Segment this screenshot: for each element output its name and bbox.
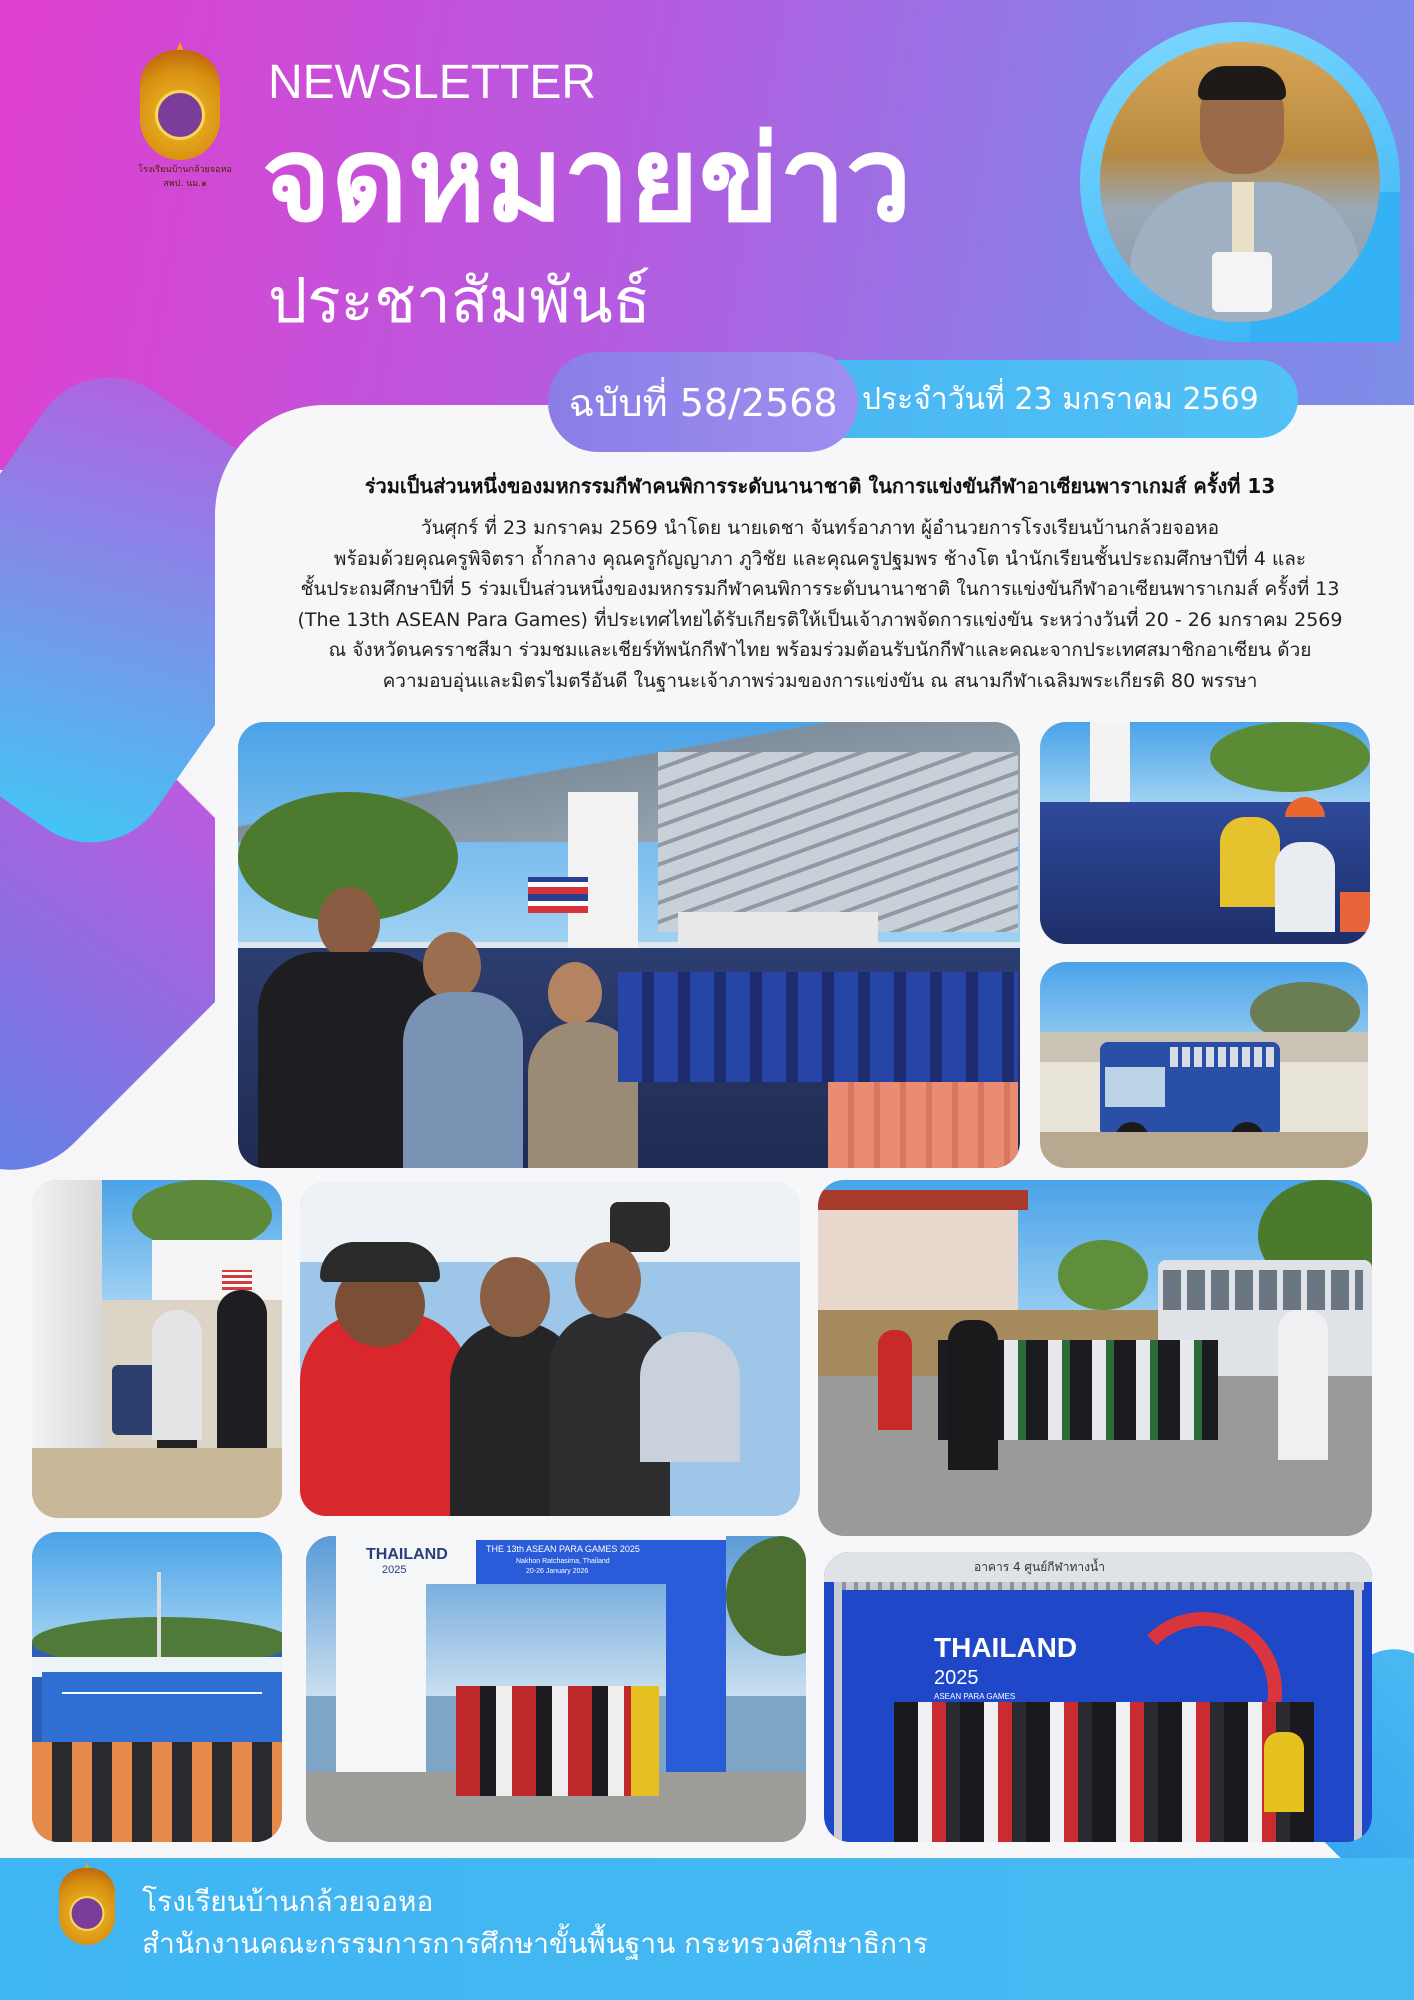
- page-subtitle: ประชาสัมพันธ์: [268, 264, 651, 337]
- backdrop-year: 2025: [934, 1667, 979, 1689]
- photo-group-bus: [818, 1180, 1372, 1536]
- photo-truck: [1040, 962, 1368, 1168]
- newsletter-label: NEWSLETTER: [268, 56, 597, 109]
- page-title: จดหมายข่าว: [262, 110, 912, 248]
- photo-entrance-arch: [306, 1536, 806, 1842]
- article-line: วันศุกร์ ที่ 23 มกราคม 2569 นำโดย นายเดชา จันทร์อาภาท ผู้อำนวยการโรงเรียนบ้านกล้วยจอหอ: [420, 517, 1220, 539]
- school-logo: [130, 50, 232, 189]
- article-body: [250, 513, 1390, 696]
- arch-dates: 20-26 January 2026: [526, 1568, 589, 1575]
- backdrop-subtitle: ASEAN PARA GAMES: [934, 1692, 1016, 1701]
- building-sign: อาคาร 4 ศูนย์กีฬาทางน้ำ: [974, 1560, 1105, 1574]
- footer-logo: [52, 1868, 122, 1952]
- photo-water-station: [32, 1180, 282, 1518]
- logo-caption: โรงเรียนบ้านกล้วยจอหอ สพป. นม.๑: [138, 165, 232, 189]
- article-line: (The 13th ASEAN Para Games) ที่ประเทศไทยได้รับเกียรติให้เป็นเจ้าภาพจัดการแข่งขัน ระหว่างวันที่ 20 - 26 มกราคม 2569: [297, 608, 1343, 631]
- article-line: ชั้นประถมศึกษาปีที่ 5 ร่วมเป็นส่วนหนึ่งของมหกรรมกีฬาคนพิการระดับนานาชาติ ในการแข่งขันกีฬาอาเซียนพาราเกมส์ ครั้งที่ 13: [300, 578, 1340, 600]
- footer-school-name: โรงเรียนบ้านกล้วยจอหอ: [142, 1885, 434, 1918]
- footer-office-name: สำนักงานคณะกรรมการการศึกษาขั้นพื้นฐาน กระทรวงศึกษาธิการ: [142, 1927, 928, 1960]
- article-line: ความอบอุ่นและมิตรไมตรีอันดี ในฐานะเจ้าภาพร่วมของการแข่งขัน ณ สนามกีฬาเฉลิมพระเกียรติ 80 พรรษา: [382, 669, 1258, 692]
- photo-kids-closeup: [300, 1182, 800, 1516]
- article-headline: ร่วมเป็นส่วนหนึ่งของมหกรรมกีฬาคนพิการระดับนานาชาติ ในการแข่งขันกีฬาอาเซียนพาราเกมส์ ครั้งที่ 13: [364, 474, 1276, 498]
- arch-brand: THAILAND: [366, 1546, 448, 1563]
- photo-stadium-crowd: [238, 722, 1020, 1168]
- director-portrait: [1100, 42, 1380, 322]
- photo-tennis-court: [32, 1532, 282, 1842]
- article-line: ณ จังหวัดนครราชสีมา ร่วมชมและเชียร์ทัพนักกีฬาไทย พร้อมร่วมต้อนรับนักกีฬาและคณะจากประเทศสมาชิกอาเซียน ด้วย: [328, 639, 1312, 661]
- footer: [0, 1858, 1414, 2000]
- photo-group-backdrop: [824, 1552, 1372, 1842]
- arch-event: THE 13th ASEAN PARA GAMES 2025: [486, 1544, 640, 1554]
- issue-badge: ฉบับที่ 58/2568: [548, 352, 858, 452]
- photo-students-stands: [1040, 722, 1370, 944]
- arch-year: 2025: [382, 1564, 407, 1576]
- date-badge: ประจำวันที่ 23 มกราคม 2569: [790, 360, 1298, 438]
- article-line: พร้อมด้วยคุณครูพิจิตรา ถ้ำกลาง คุณครูกัญญาภา ภูวิชัย และคุณครูปฐมพร ช้างโต นำนักเรียนชั้นประถมศึกษาปีที่ 4 และ: [333, 547, 1307, 570]
- arch-place: Nakhon Ratchasima, Thailand: [516, 1558, 610, 1565]
- backdrop-brand: THAILAND: [934, 1632, 1078, 1663]
